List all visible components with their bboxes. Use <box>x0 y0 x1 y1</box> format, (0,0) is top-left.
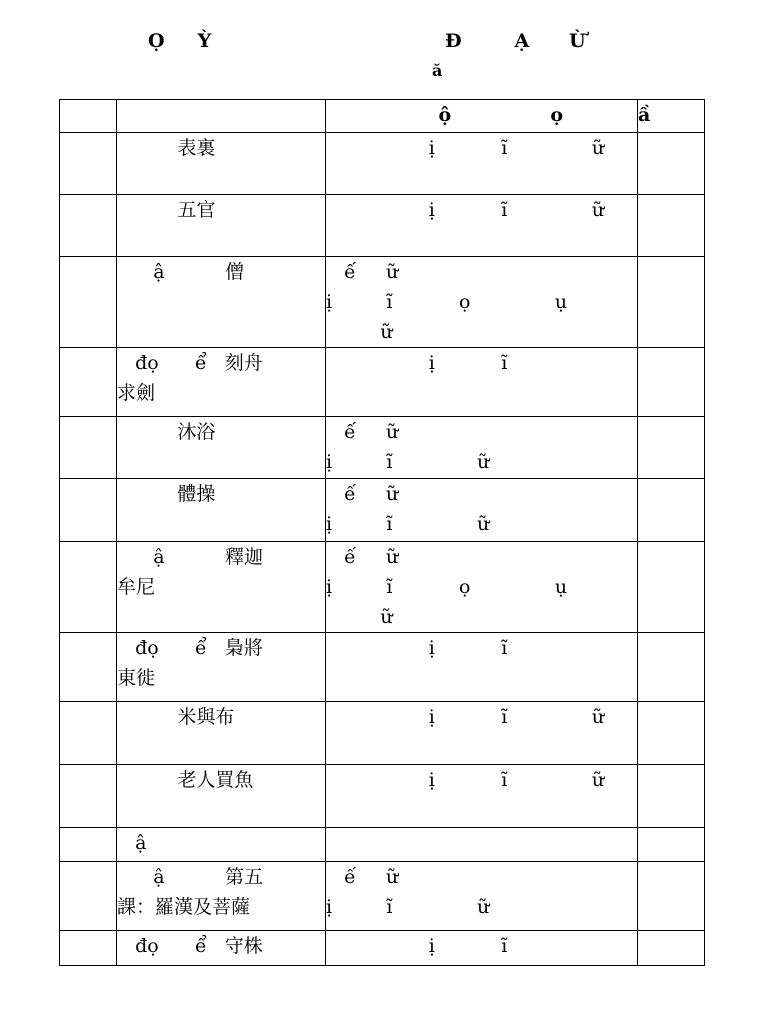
row-extra-cell <box>638 828 705 862</box>
row-content-cell: ị ĩ <box>326 931 638 966</box>
table-row <box>60 257 705 348</box>
table-row <box>60 542 705 633</box>
table-row <box>60 195 705 257</box>
row-title-cell: 沐浴 <box>117 417 326 479</box>
row-number-cell <box>60 931 117 966</box>
row-extra-cell <box>638 765 705 828</box>
header-cell-title <box>117 100 326 133</box>
table-row <box>60 417 705 479</box>
table-row <box>60 765 705 828</box>
table-row <box>60 479 705 542</box>
row-extra-cell <box>638 417 705 479</box>
row-extra-cell <box>638 931 705 966</box>
table-row <box>60 133 705 195</box>
table-row <box>60 702 705 765</box>
row-content-cell: ị ĩ ữ <box>326 765 638 828</box>
row-extra-cell <box>638 862 705 931</box>
row-title-cell: ậ 僧 <box>117 257 326 348</box>
table-row <box>60 862 705 931</box>
table-row <box>60 348 705 417</box>
header-cell-number <box>60 100 117 133</box>
row-extra-cell <box>638 257 705 348</box>
row-content-cell: ị ĩ ữ <box>326 702 638 765</box>
row-content-cell: ế ữ ị ĩ ữ <box>326 479 638 542</box>
row-number-cell <box>60 417 117 479</box>
header-line1-left: Ọ Ỳ <box>148 30 212 52</box>
row-content-cell: ị ĩ ữ <box>326 133 638 195</box>
row-title-cell: ậ <box>117 828 326 862</box>
header-cell-extra: ầ <box>638 100 705 133</box>
row-content-cell: ị ĩ <box>326 633 638 702</box>
row-number-cell <box>60 348 117 417</box>
row-content-cell: ị ĩ ữ <box>326 195 638 257</box>
row-title-cell: 米與布 <box>117 702 326 765</box>
row-number-cell <box>60 765 117 828</box>
table-row <box>60 931 705 966</box>
row-title-cell: đọ ể 刻舟 求劍 <box>117 348 326 417</box>
row-extra-cell <box>638 479 705 542</box>
row-number-cell <box>60 542 117 633</box>
row-extra-cell <box>638 702 705 765</box>
row-number-cell <box>60 633 117 702</box>
row-title-cell: ậ 釋迦 牟尼 <box>117 542 326 633</box>
table-header-row <box>60 100 705 133</box>
row-title-cell: ậ 第五 課：羅漢及菩薩 <box>117 862 326 931</box>
content-table <box>59 99 705 966</box>
header-cell-content: ộ ọ <box>326 100 638 133</box>
row-content-cell: ế ữ ị ĩ ữ <box>326 862 638 931</box>
row-title-cell: đọ ể 梟將 東徙 <box>117 633 326 702</box>
row-content-cell <box>326 828 638 862</box>
row-content-cell: ế ữ ị ĩ ữ <box>326 417 638 479</box>
row-title-cell: 體操 <box>117 479 326 542</box>
row-extra-cell <box>638 195 705 257</box>
row-number-cell <box>60 702 117 765</box>
row-number-cell <box>60 862 117 931</box>
row-title-cell: 表裏 <box>117 133 326 195</box>
row-content-cell: ế ữ ị ĩ ọ ụ ữ <box>326 257 638 348</box>
row-title-cell: 五官 <box>117 195 326 257</box>
header-line1-right: Đ Ạ Ừ <box>445 30 586 52</box>
row-title-cell: đọ ể 守株 <box>117 931 326 966</box>
row-extra-cell <box>638 133 705 195</box>
row-extra-cell <box>638 542 705 633</box>
row-content-cell: ế ữ ị ĩ ọ ụ ữ <box>326 542 638 633</box>
row-extra-cell <box>638 348 705 417</box>
row-title-cell: 老人買魚 <box>117 765 326 828</box>
table-row <box>60 633 705 702</box>
row-extra-cell <box>638 633 705 702</box>
row-number-cell <box>60 257 117 348</box>
row-number-cell <box>60 828 117 862</box>
header-line2: ă <box>432 61 443 80</box>
row-content-cell: ị ĩ <box>326 348 638 417</box>
row-number-cell <box>60 133 117 195</box>
document-header <box>0 0 768 96</box>
table-row <box>60 828 705 862</box>
row-number-cell <box>60 195 117 257</box>
row-number-cell <box>60 479 117 542</box>
